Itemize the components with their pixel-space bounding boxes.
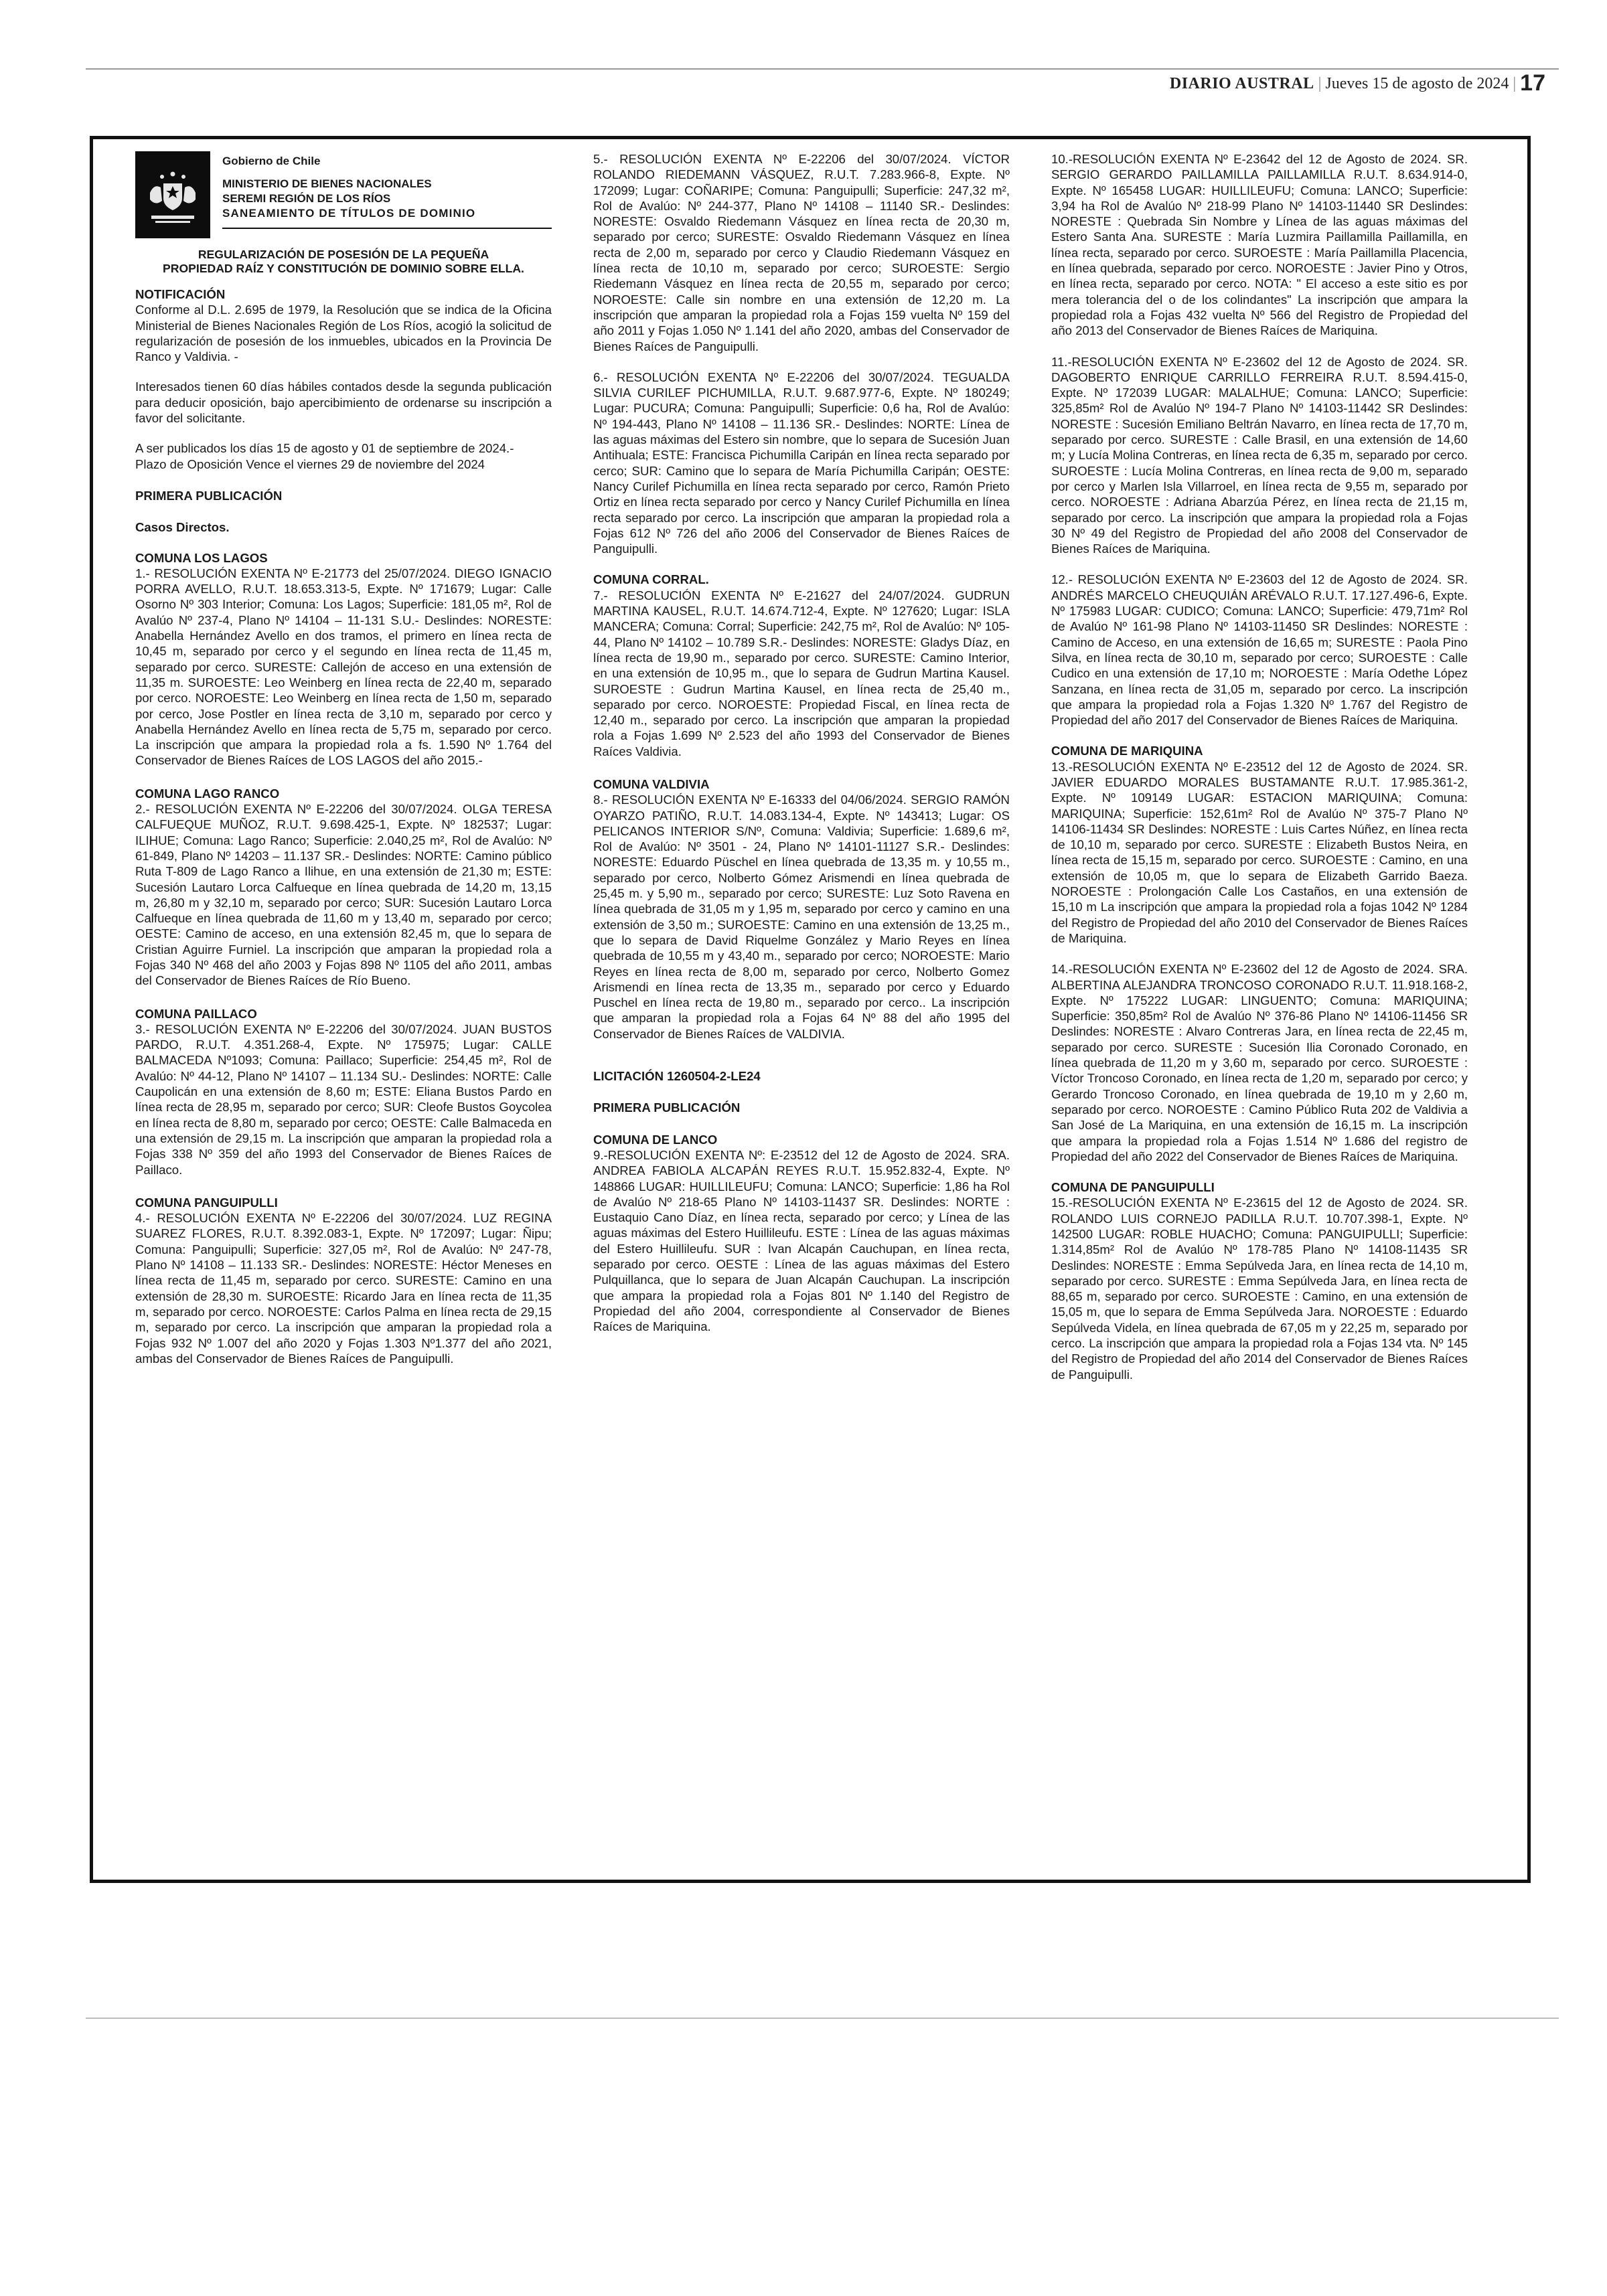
- publication-dates: A ser publicados los días 15 de agosto y 01 de septiembre de 2024.-: [135, 441, 514, 456]
- government-name: Gobierno de Chile: [222, 155, 321, 167]
- comuna-heading: COMUNA PAILLACO: [135, 1006, 257, 1021]
- division-name: SANEAMIENTO DE TÍTULOS DE DOMINIO: [222, 207, 476, 220]
- comuna-heading: COMUNA CORRAL.: [593, 572, 709, 587]
- notice-column-1: [135, 151, 552, 1382]
- licitacion-heading: LICITACIÓN 1260504-2-LE24: [593, 1069, 761, 1084]
- notice-entry: 2.- RESOLUCIÓN EXENTA Nº E-22206 del 30/07/2024. OLGA TERESA CALFUEQUE MUÑOZ, R.U.T. 9.698.425-1, Expte. Nº 182537; Lugar: ILIHUE; Comuna: Lago Ranco; Superficie: 2.040,25 m², Rol de Avalúo: Nº 61-849, Plano Nº 14203 – 11.137 SR.- Deslindes: NORTE: Camino público Ruta T-809 de Lago Ranco a Ilihue, en una extensión de 21,30 m; ESTE: Sucesión Lautaro Lorca Calfueque en línea quebrada de 14,20 m, 13,15 m, 26,80 m y 32,10 m, separado por cerco; SUR: Sucesión Lautaro Lorca Calfueque en línea quebrada de 11,60 m y 13,40 m, separado por cerco; OESTE: Camino de acceso, en una extensión 82,45 m, que lo separa de Cristian Aguirre Furniel. La inscripción que amparan la propiedad rola a Fojas 340 Nº 468 del año 2003 y Fojas 898 Nº 1105 del año 2011, ambas del Conservador de Bienes Raíces de Río Bueno.: [135, 802, 552, 988]
- notice-entry: 11.-RESOLUCIÓN EXENTA Nº E-23602 del 12 de Agosto de 2024. SR. DAGOBERTO ENRIQUE CARRILLO FERREIRA R.U.T. 8.594.415-0, Expte. Nº 172039 LUGAR: MALALHUE; Comuna: LANCO; Superficie: 325,85m² Rol de Avalúo Nº 194-7 Plano Nº 14103-11442 SR Deslindes: NORESTE : Sucesión Emiliano Beltrán Navarro, en línea recta de 17,70 m, separado por cerco. SURESTE : Calle Brasil, en una extensión de 14,60 m; y Lucía Molina Contreras, en línea recta de 6,35 m, separado por cerco. SUROESTE : Lucía Molina Contreras, en línea recta de 9,00 m, separado por cerco y Marlen Isla Villarroel, en línea recta de 9,55 m, separado por cerco. NOROESTE : Adriana Abarzúa Pérez, en línea recta de 21,15 m, separado por cerco. La inscripción que ampara la propiedad rola a Fojas 30 Nº 49 del Registro de Propiedad del año 2008 del Conservador de Bienes Raíces de Mariquina.: [1051, 354, 1468, 556]
- comuna-heading: COMUNA DE PANGUIPULLI: [1051, 1180, 1215, 1195]
- notice-entry: 8.- RESOLUCIÓN EXENTA Nº E-16333 del 04/06/2024. SERGIO RAMÓN OYARZO PATIÑO, R.U.T. 14.083.134-4, Expte. Nº 143413; Lugar: OS PELICANOS INTERIOR S/Nº, Comuna: Valdivia; Superficie: 1.689,6 m², Rol de Avalúo: Nº 3501 - 24, Plano Nº 14101-11127 S.R.- Deslindes: NORESTE: Eduardo Püschel en línea quebrada de 13,35 m. y 10,55 m., separado por cerco, Nolberto Gómez Arismendi en línea quebrada de 25,45 m. y 5,90 m., separado por cerco; SURESTE: Luz Soto Ravena en línea quebrada de 31,05 m y 1,95 m, separado por cerco y camino en una extensión de 3,50 m.; SUROESTE: Camino en una extensión de 13,25 m., que lo separa de David Riquelme González y Mario Reyes en línea quebrada de 10,55 m y 43,40 m., separado por cerco; NOROESTE: Mario Reyes en línea recta de 8,00 m, separado por cerco, Nolberto Gomez Arismendi en línea recta de 13,35 m., separado por cerco y Eduardo Puschel en línea recta de 19,80 m., separado por cerco.. La inscripción que amparan la propiedad rola a Fojas 64 Nº 88 del año 1995 del Conservador de Bienes Raíces de VALDIVIA.: [593, 793, 1010, 1041]
- comuna-heading: COMUNA LAGO RANCO: [135, 786, 280, 801]
- notice-entry: 10.-RESOLUCIÓN EXENTA Nº E-23642 del 12 de Agosto de 2024. SR. SERGIO GERARDO PAILLAMILLA PAILLAMILLA R.U.T. 8.634.914-0, Expte. Nº 165458 LUGAR: HUILLILEUFU; Comuna: LANCO; Superficie: 3,94 ha Rol de Avalúo Nº 218-99 Plano Nº 14103-11440 SR Deslindes: NORESTE : Quebrada Sin Nombre y Línea de las aguas máximas del Estero Santa Ana. SURESTE : María Luzmira Paillamilla Paillamilla, en línea recta, separado por cerco. SUROESTE : María Paillamilla Placencia, en línea quebrada, separado por cerco. NOROESTE : Javier Pino y Otros, en línea recta, separado por cerco. NOTA: " El acceso a este sitio es por mera tolerancia del o de los colindantes" La inscripción que ampara la propiedad rola a Fojas 432 vuelta Nº 566 del Registro de Propiedad del año 2013 del Conservador de Bienes Raíces de Mariquina.: [1051, 152, 1468, 338]
- comuna-heading: COMUNA DE LANCO: [593, 1132, 718, 1147]
- first-publication-heading: PRIMERA PUBLICACIÓN: [135, 488, 283, 503]
- newspaper-name: DIARIO AUSTRAL: [1169, 75, 1314, 92]
- notification-label: NOTIFICACIÓN: [135, 287, 226, 301]
- notice-entry: 5.- RESOLUCIÓN EXENTA Nº E-22206 del 30/07/2024. VÍCTOR ROLANDO RIEDEMANN VÁSQUEZ, R.U.T. 7.283.966-8, Expte. Nº 172099; Lugar: COÑARIPE; Comuna: Panguipulli; Superficie: 247,32 m², Rol de Avalúo: Nº 244-377, Plano Nº 14108 – 11140 SR.- Deslindes: NORESTE: Osvaldo Riedemann Vásquez en línea recta de 20,30 m, separado por cerco; SURESTE: Osvaldo Riedemann Vásquez en línea recta de 2,00 m, separado por cerco y Claudio Riedemann Vásquez en línea recta de 10,10 m, separado por cerco; SUROESTE: Sergio Riedemann Vásquez en línea recta de 20,55 m, separado por cerco; NOROESTE: Calle sin nombre en una extensión de 12,20 m. La inscripción que amparan la propiedad rola a Fojas 159 vuelta Nº 159 del año 2011 y Fojas 1.050 Nº 1.141 del año 2020, ambas del Conservador de Bienes Raíces de Panguipulli.: [593, 152, 1010, 353]
- notice-entry: 7.- RESOLUCIÓN EXENTA Nº E-21627 del 24/07/2024. GUDRUN MARTINA KAUSEL, R.U.T. 14.674.712-4, Expte. Nº 127620; Lugar: ISLA MANCERA; Comuna: Corral; Superficie: 242,75 m², Rol de Avalúo: Nº 105-44, Plano Nº 14102 – 10.789 S.R.- Deslindes: NORESTE: Gladys Díaz, en línea recta de 19,90 m., separado por cerco. SURESTE: Camino Interior, en una extensión de 10,95 m., que lo separa de Gudrun Martina Kausel. SUROESTE : Gudrun Martina Kausel, en línea recta de 25,40 m., separado por cerco. NOROESTE: Propiedad Fiscal, en línea recta de 12,40 m., separado por cerco. La inscripción que amparan la propiedad rola a Fojas 1.699 Nº 2.523 del año 1993 del Conservador de Bienes Raíces Valdivia.: [593, 588, 1010, 758]
- notice-entry: 9.-RESOLUCIÓN EXENTA Nº: E-23512 del 12 de Agosto de 2024. SRA. ANDREA FABIOLA ALCAPÁN REYES R.U.T. 15.952.832-4, Expte. Nº 148866 LUGAR: HUILLILEUFU; Comuna: LANCO; Superficie: 1,86 ha Rol de Avalúo Nº 218-65 Plano Nº 14103-11437 SR. Deslindes: NORTE : Eustaquio Cano Díaz, en línea recta, separado por cerco; y Línea de las aguas máximas del Estero Huillileufu. ESTE : Línea de las aguas máximas del Estero Huillileufu. SUR : Ivan Alcapán Cauchupan, en línea recta, separado por cerco. OESTE : Línea de las aguas máximas del Estero Pulquillanca, que lo separa de Juan Alcapán Cauchupan. La inscripción que ampara la propiedad rola a Fojas 801 Nº 1.140 del Registro de Propiedad del año 2004, correspondiente al Conservador de Bienes Raíces de Mariquina.: [593, 1147, 1010, 1334]
- notice-column-2: [593, 151, 1010, 1349]
- comuna-heading: COMUNA LOS LAGOS: [135, 550, 268, 565]
- interested-paragraph: Interesados tienen 60 días hábiles contados desde la segunda publicación para deducir oposición, bajo apercibimiento de ordenarse su inscripción a favor del solicitante.: [135, 380, 552, 426]
- legal-notice-frame: [90, 136, 1531, 1883]
- page-number: 17: [1520, 70, 1545, 96]
- notice-entry: 4.- RESOLUCIÓN EXENTA Nº E-22206 del 30/07/2024. LUZ REGINA SUAREZ FLORES, R.U.T. 8.392.083-1, Expte. Nº 172097; Lugar: Ñipu; Comuna: Panguipulli; Superficie: 327,05 m², Rol de Avalúo: Nº 247-78, Plano Nº 14108 – 11.133 SR.- Deslindes: NORESTE: Héctor Meneses en línea recta de 11,45 m, separado por cerco. SURESTE: Camino en una extensión de 28,30 m. SUROESTE: Ricardo Jara en línea recta de 11,35 m, separado por cerco. NOROESTE: Carlos Palma en línea recta de 29,15 m, separado por cerco. La inscripción que amparan la propiedad rola a Fojas 932 Nº 1.007 del año 2020 y Fojas 1.303 Nº1.377 del año 2021, ambas del Conservador de Bienes Raíces de Panguipulli.: [135, 1211, 552, 1366]
- chile-coat-of-arms-icon: [135, 151, 210, 238]
- issue-date: Jueves 15 de agosto de 2024: [1325, 75, 1509, 92]
- first-publication-heading-2: PRIMERA PUBLICACIÓN: [593, 1100, 741, 1115]
- comuna-heading: COMUNA VALDIVIA: [593, 776, 710, 791]
- notice-entry: 1.- RESOLUCIÓN EXENTA Nº E-21773 del 25/07/2024. DIEGO IGNACIO PORRA AVELLO, R.U.T. 18.653.313-5, Expte. Nº 171679; Lugar: Calle Osorno Nº 303 Interior; Comuna: Los Lagos; Superficie: 181,05 m², Rol de Avalúo Nº 237-4, Plano Nº 14104 – 11-131 S.U.- Deslindes: NORESTE: Anabella Hernández Avello en dos tramos, el primero en línea recta de 10,45 m, separado por cerco y el segundo en línea recta de 11,45 m, separado por cerco. SURESTE: Callejón de acceso en una extensión de 11,35 m. SUROESTE: Leo Weinberg en línea recta de 22,40 m, separado por cerco. NOROESTE: Leo Weinberg en línea recta de 1,50 m, separado por cerco, Jose Postler en línea recta de 3,10 m, separado por cerco y Anabella Hernández Avello en línea recta de 5,75 m, separado por cerco. La inscripción que ampara la propiedad rola a fs. 1.590 Nº 1.764 del Conservador de Bienes Raíces de LOS LAGOS del año 2015.-: [135, 566, 552, 768]
- comuna-heading: COMUNA DE MARIQUINA: [1051, 744, 1203, 758]
- opposition-deadline: Plazo de Oposición Vence el viernes 29 de noviembre del 2024: [135, 457, 485, 471]
- masthead: DIARIO AUSTRAL | Jueves 15 de agosto de 2024 | 17: [1169, 70, 1545, 96]
- direct-cases-label: Casos Directos.: [135, 520, 230, 535]
- notice-entry: 6.- RESOLUCIÓN EXENTA Nº E-22206 del 30/07/2024. TEGUALDA SILVIA CURILEF PICHUMILLA, R.U.T. 9.687.977-6, Expte. Nº 180249; Lugar: PUCURA; Comuna: Panguipulli; Superficie: 0,6 ha, Rol de Avalúo: Nº 194-443, Plano Nº 14108 – 11.136 SR.- Deslindes: NORTE: Línea de las aguas máximas del Estero sin nombre, que lo separa de Sucesión Juan Antihuala; ESTE: Francisca Pichumilla Caripán en línea recta separado por cerco; SUR: Camino que lo separa de María Pichumilla Caripán; OESTE: Nancy Curilef Pichumilla en línea recta separado por cerco, Ramón Prieto Ortiz en línea recta separado por cerco y Nancy Curilef Pichumilla en línea recta separado por cerco. La inscripción que amparan la propiedad rola a Fojas 612 Nº 726 del año 2006 del Conservador de Bienes Raíces de Panguipulli.: [593, 370, 1010, 556]
- ministry-line-1: MINISTERIO DE BIENES NACIONALES: [222, 177, 432, 190]
- notice-column-3: [1051, 151, 1468, 1398]
- notice-entry: 15.-RESOLUCIÓN EXENTA Nº E-23615 del 12 de Agosto de 2024. SR. ROLANDO LUIS CORNEJO PADILLA R.U.T. 10.707.398-1, Expte. Nº 142500 LUGAR: ROBLE HUACHO; Comuna: PANGUIPULLI; Superficie: 1.314,85m² Rol de Avalúo Nº 178-785 Plano Nº 14108-11435 SR Deslindes: NORESTE : Emma Sepúlveda Jara, en línea recta de 14,10 m, separado por cerco. SURESTE : Emma Sepúlveda Jara, en línea recta de 88,65 m, separado por cerco. SUROESTE : Camino, en una extensión de 15,05 m, que lo separa de Emma Sepúlveda Jara. NOROESTE : Eduardo Sepúlveda Videla, en línea quebrada de 67,05 m y 22,25 m, separado por cerco. La inscripción que ampara la propiedad rola a Fojas 134 vta. Nº 145 del Registro de Propiedad del año 2014 del Conservador de Bienes Raíces de Panguipulli.: [1051, 1196, 1468, 1382]
- notice-entry: 3.- RESOLUCIÓN EXENTA Nº E-22206 del 30/07/2024. JUAN BUSTOS PARDO, R.U.T. 4.351.268-4, Expte. Nº 175975; Lugar: CALLE BALMACEDA Nº1093; Comuna: Paillaco; Superficie: 254,45 m², Rol de Avalúo: Nº 44-12, Plano Nº 14107 – 11.134 SU.- Deslindes: NORTE: Calle Caupolicán en una extensión de 8,60 m; ESTE: Eliana Bustos Pardo en línea recta de 28,95 m, separado por cerco; SUR: Cleofe Bustos Goycolea en línea recta de 8,80 m, separado por cerco; OESTE: Calle Balmaceda en una extensión de 29,15 m. La inscripción que amparan la propiedad rola a Fojas 338 Nº 359 del año 1993 del Conservador de Bienes Raíces de Paillaco.: [135, 1021, 552, 1177]
- comuna-heading: COMUNA PANGUIPULLI: [135, 1195, 278, 1210]
- notice-entry: 14.-RESOLUCIÓN EXENTA Nº E-23602 del 12 de Agosto de 2024. SRA. ALBERTINA ALEJANDRA TRONCOSO CORONADO R.U.T. 11.918.168-2, Expte. Nº 175222 LUGAR: LINGUENTO; Comuna: MARIQUINA; Superficie: 350,85m² Rol de Avalúo Nº 376-86 Plano Nº 14106-11456 SR Deslindes: NORESTE : Alvaro Contreras Jara, en línea recta de 22,45 m, separado por cerco. SURESTE : Sucesión Ilia Coronado Coronado, en línea quebrada de 11,20 m y 3,60 m, separado por cerco. SUROESTE : Víctor Troncoso Coronado, en línea recta de 1,20 m, separado por cerco; y Gerardo Troncoso Coronado, en línea quebrada de 19,10 m y 2,60 m, separado por cerco. NOROESTE : Camino Público Ruta 202 de Valdivia a San José de La Mariquina, en una extensión de 16,15 m. La inscripción que ampara la propiedad rola a Fojas 1.514 Nº 1.686 del registro de Propiedad del año 2022 del Conservador de Bienes Raíces de Mariquina.: [1051, 962, 1468, 1163]
- bottom-rule: [86, 2018, 1559, 2019]
- ministry-line-2: SEREMI REGIÓN DE LOS RÍOS: [222, 192, 391, 205]
- notice-title-line-2: PROPIEDAD RAÍZ Y CONSTITUCIÓN DE DOMINIO SOBRE ELLA.: [163, 262, 524, 275]
- government-header: [135, 151, 552, 238]
- header-divider: [222, 228, 552, 229]
- intro-paragraph: Conforme al D.L. 2.695 de 1979, la Resolución que se indica de la Oficina Ministerial de Bienes Nacionales Región de Los Ríos, acogió la solicitud de regularización de posesión de los inmuebles, ubicados en la Provincia De Ranco y Valdivia. -: [135, 303, 552, 364]
- notice-title: [135, 248, 552, 276]
- notice-entry: 13.-RESOLUCIÓN EXENTA Nº E-23512 del 12 de Agosto de 2024. SR. JAVIER EDUARDO MORALES BUSTAMANTE R.U.T. 17.985.361-2, Expte. Nº 109149 LUGAR: ESTACION MARIQUINA; Comuna: MARIQUINA; Superficie: 152,61m² Rol de Avalúo Nº 375-7 Plano Nº 14106-11434 SR Deslindes: NORESTE : Luis Cartes Núñez, en línea recta de 10,10 m, separado por cerco. SURESTE : Elizabeth Bustos Neira, en línea recta de 15,15 m, separado por cerco. SUROESTE : Camino, en una extensión de 10,05 m, que lo separa de Elizabeth Garrido Baeza. NOROESTE : Prolongación Calle Los Castaños, en una extensión de 15,10 m La inscripción que ampara la propiedad rola a fojas 1042 Nº 1284 del Registro de Propiedad del año 2010 del Conservador de Bienes Raíces de Mariquina.: [1051, 759, 1468, 945]
- notice-entry: 12.- RESOLUCIÓN EXENTA Nº E-23603 del 12 de Agosto de 2024. SR. ANDRÉS MARCELO CHEUQUIÁN ARÉVALO R.U.T. 17.127.496-6, Expte. Nº 175983 LUGAR: CUDICO; Comuna: LANCO; Superficie: 479,71m² Rol de Avalúo Nº 161-98 Plano Nº 14103-11450 SR Deslindes: NORESTE : Camino de Acceso, en una extensión de 16,65 m; SURESTE : Paola Pino Silva, en línea recta de 30,10 m, separado por cerco; SUROESTE : Calle Cudico en una extensión de 17,10 m; NOROESTE : María Odethe López Sanzana, en línea recta de 31,05 m, separado por cerco. La inscripción que ampara la propiedad rola a Fojas 1.320 Nº 1.767 del Registro de Propiedad del año 2017 del Conservador de Bienes Raíces de Mariquina.: [1051, 572, 1468, 728]
- notice-title-line-1: REGULARIZACIÓN DE POSESIÓN DE LA PEQUEÑA: [198, 248, 489, 261]
